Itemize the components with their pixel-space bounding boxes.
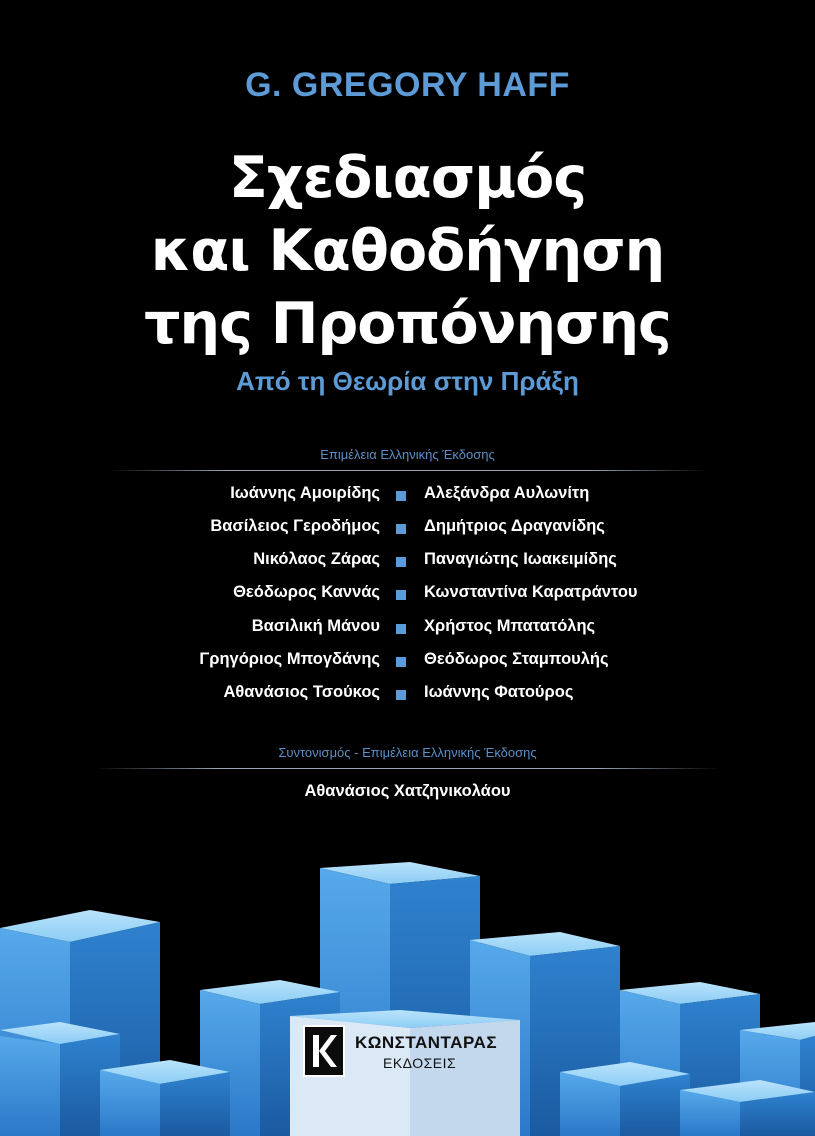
bullet-square-icon <box>396 624 406 634</box>
coordination-divider <box>95 768 720 769</box>
editor-name-right: Δημήτριος Δραγανίδης <box>424 517 605 535</box>
editor-row <box>0 517 815 549</box>
editor-row <box>0 617 815 649</box>
bullet-square-icon <box>396 657 406 667</box>
publisher-logo <box>303 1025 513 1080</box>
editor-name-right: Θεόδωρος Σταμπουλής <box>424 650 609 668</box>
editor-name-left: Βασιλική Μάνου <box>251 617 380 635</box>
bullet-square-icon <box>396 524 406 534</box>
cubes-illustration <box>0 840 815 1136</box>
publisher-k-icon <box>303 1025 345 1077</box>
bullet-square-icon <box>396 590 406 600</box>
editor-name-left: Θεόδωρος Καννάς <box>233 583 380 601</box>
editors-divider <box>108 470 708 471</box>
editor-row <box>0 550 815 582</box>
editor-row <box>0 650 815 682</box>
title-line-1: Σχεδιασμός <box>228 145 587 211</box>
editor-name-right: Ιωάννης Φατούρος <box>424 683 574 701</box>
editors-label: Επιμέλεια Ελληνικής Έκδοσης <box>320 447 495 462</box>
editor-name-right: Χρήστος Μπατατόλης <box>424 617 596 635</box>
editor-name-left: Ιωάννης Αμοιρίδης <box>230 484 380 502</box>
editor-name-left: Αθανάσιος Τσούκος <box>223 683 380 701</box>
editor-row <box>0 583 815 615</box>
title-line-2: και Καθοδήγηση <box>150 218 665 284</box>
editor-name-left: Νικόλαος Ζάρας <box>253 550 380 568</box>
editor-row <box>0 683 815 715</box>
editor-name-left: Βασίλειος Γεροδήμος <box>210 517 380 535</box>
publisher-name: ΚΩΝΣΤΑΝΤΑΡΑΣ <box>355 1033 498 1052</box>
author-name: G. GREGORY HAFF <box>245 66 570 104</box>
editor-name-left: Γρηγόριος Μπογδάνης <box>199 650 380 668</box>
editor-name-right: Αλεξάνδρα Αυλωνίτη <box>424 484 590 502</box>
coordination-label: Συντονισμός - Επιμέλεια Ελληνικής Έκδοσης <box>278 745 537 760</box>
bullet-square-icon <box>396 557 406 567</box>
subtitle: Από τη Θεωρία στην Πράξη <box>236 366 579 396</box>
bullet-square-icon <box>396 690 406 700</box>
publisher-subtitle: ΕΚΔΟΣΕΙΣ <box>383 1055 457 1071</box>
coordinator-name: Αθανάσιος Χατζηνικολάου <box>304 782 511 800</box>
editor-name-right: Παναγιώτης Ιωακειμίδης <box>424 550 617 568</box>
title-line-3: της Προπόνησης <box>144 291 671 357</box>
editor-name-right: Κωνσταντίνα Καρατράντου <box>424 583 638 601</box>
bullet-square-icon <box>396 491 406 501</box>
editor-row <box>0 484 815 516</box>
